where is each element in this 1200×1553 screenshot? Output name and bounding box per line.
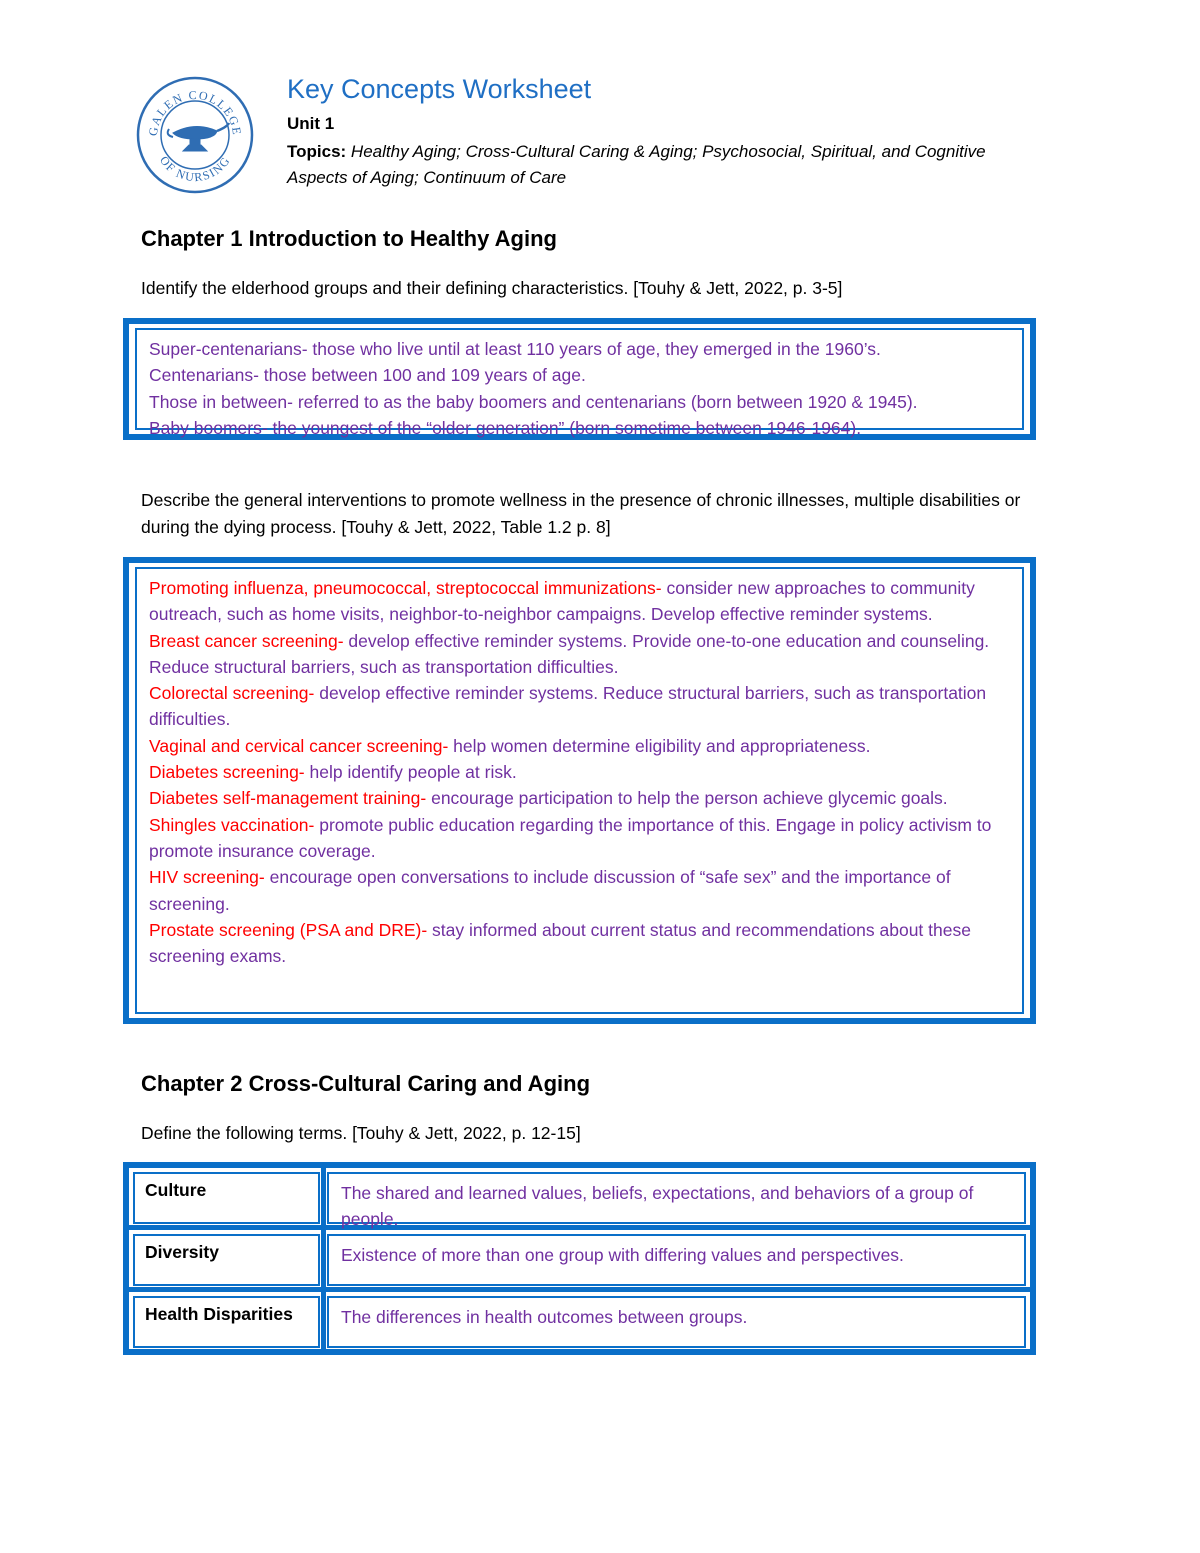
- answer-line: Those in between- referred to as the baby boomers and centenarians (born between 1920 & 1945).: [149, 391, 918, 412]
- elderhood-answer-box: [123, 318, 1036, 440]
- definition-cell: The shared and learned values, beliefs, expectations, and behaviors of a group of people.: [327, 1172, 1026, 1224]
- intervention-item: [149, 812, 1012, 865]
- college-logo: [135, 75, 255, 195]
- chapter-1-heading: Chapter 1 Introduction to Healthy Aging: [141, 226, 557, 251]
- topics-line: [287, 139, 1027, 191]
- intervention-action: help women determine eligibility and appropriateness.: [448, 735, 871, 756]
- intervention-action: stay informed about current status and recommendations about these screening exams.: [149, 919, 971, 967]
- intervention-topic: Breast cancer screening-: [149, 630, 344, 651]
- intervention-action: encourage open conversations to include discussion of “safe sex” and the importance of screening.: [149, 867, 951, 914]
- logo-text-bottom: OF NURSING: [156, 153, 234, 185]
- worksheet-title: Key Concepts Worksheet: [287, 74, 592, 104]
- topics-text: Healthy Aging; Cross-Cultural Caring & Aging; Psychosocial, Spiritual, and Cognitive Aspects of Aging; Continuum of Care: [287, 142, 986, 187]
- intervention-action: promote public education regarding the importance of this. Engage in policy activism to promote insurance coverage.: [149, 814, 992, 861]
- logo-text-top: GALEN COLLEGE: [145, 87, 245, 137]
- term-cell: Health Disparities: [133, 1296, 320, 1348]
- intervention-item: [149, 785, 1012, 811]
- answer-line: Baby boomers- the youngest of the “older generation” (born sometime between 1946-1964).: [149, 417, 862, 438]
- definitions-table: [123, 1162, 1036, 1355]
- interventions-answer-box: [123, 557, 1036, 1024]
- intervention-topic: HIV screening-: [149, 867, 265, 888]
- intervention-item: [149, 917, 1012, 970]
- answer-line: Centenarians- those between 100 and 109 years of age.: [149, 365, 586, 386]
- interventions-list: [135, 567, 1024, 1014]
- intervention-action: develop effective reminder systems. Provide one-to-one education and counseling. Reduce structural barriers, such as transportation difficulties.: [149, 630, 990, 677]
- answer-line: Super-centenarians- those who live until at least 110 years of age, they emerged in the 1960’s.: [149, 339, 881, 359]
- interventions-prompt: Describe the general interventions to promote wellness in the presence of chronic illnesses, multiple disabilities or during the dying process. [Touhy & Jett, 2022, Table 1.2 p. 8]: [141, 490, 1021, 537]
- elderhood-prompt: Identify the elderhood groups and their defining characteristics. [Touhy & Jett, 2022, p. 3-5]: [141, 278, 843, 298]
- unit-label: Unit 1: [287, 114, 335, 133]
- table-row: [129, 1168, 1030, 1230]
- intervention-item: [149, 759, 1012, 785]
- topics-label: Topics:: [287, 142, 347, 161]
- intervention-topic: Promoting influenza, pneumococcal, streptococcal immunizations-: [149, 578, 662, 598]
- term-cell: Diversity: [133, 1234, 320, 1286]
- intervention-topic: Vaginal and cervical cancer screening-: [149, 735, 449, 756]
- elderhood-answer-text: [135, 328, 1024, 438]
- table-row: [129, 1292, 1030, 1354]
- intervention-action: encourage participation to help the person achieve glycemic goals.: [426, 788, 948, 809]
- intervention-item: [149, 575, 1012, 628]
- intervention-item: [149, 733, 1012, 759]
- lamp-icon: [168, 123, 229, 151]
- intervention-topic: Colorectal screening-: [149, 683, 315, 704]
- definition-cell: The differences in health outcomes between groups.: [327, 1296, 1026, 1348]
- intervention-topic: Diabetes self-management training-: [149, 788, 427, 809]
- intervention-action: develop effective reminder systems. Reduce structural barriers, such as transportation difficulties.: [149, 683, 987, 730]
- intervention-topic: Diabetes screening-: [149, 762, 305, 783]
- definition-cell: Existence of more than one group with differing values and perspectives.: [327, 1234, 1026, 1286]
- intervention-action: consider new approaches to community outreach, such as home visits, neighbor-to-neighbor campaigns. Develop effective reminder systems.: [149, 578, 975, 625]
- intervention-item: [149, 680, 1012, 733]
- intervention-action: help identify people at risk.: [304, 762, 517, 783]
- chapter-2-heading: Chapter 2 Cross-Cultural Caring and Aging: [141, 1071, 591, 1096]
- table-row: [129, 1230, 1030, 1292]
- term-cell: Culture: [133, 1172, 320, 1224]
- intervention-topic: Shingles vaccination-: [149, 814, 315, 835]
- intervention-item: [149, 628, 1012, 681]
- intervention-item: [149, 864, 1012, 917]
- define-terms-prompt: Define the following terms. [Touhy & Jett, 2022, p. 12-15]: [141, 1123, 581, 1143]
- intervention-topic: Prostate screening (PSA and DRE)-: [149, 919, 428, 940]
